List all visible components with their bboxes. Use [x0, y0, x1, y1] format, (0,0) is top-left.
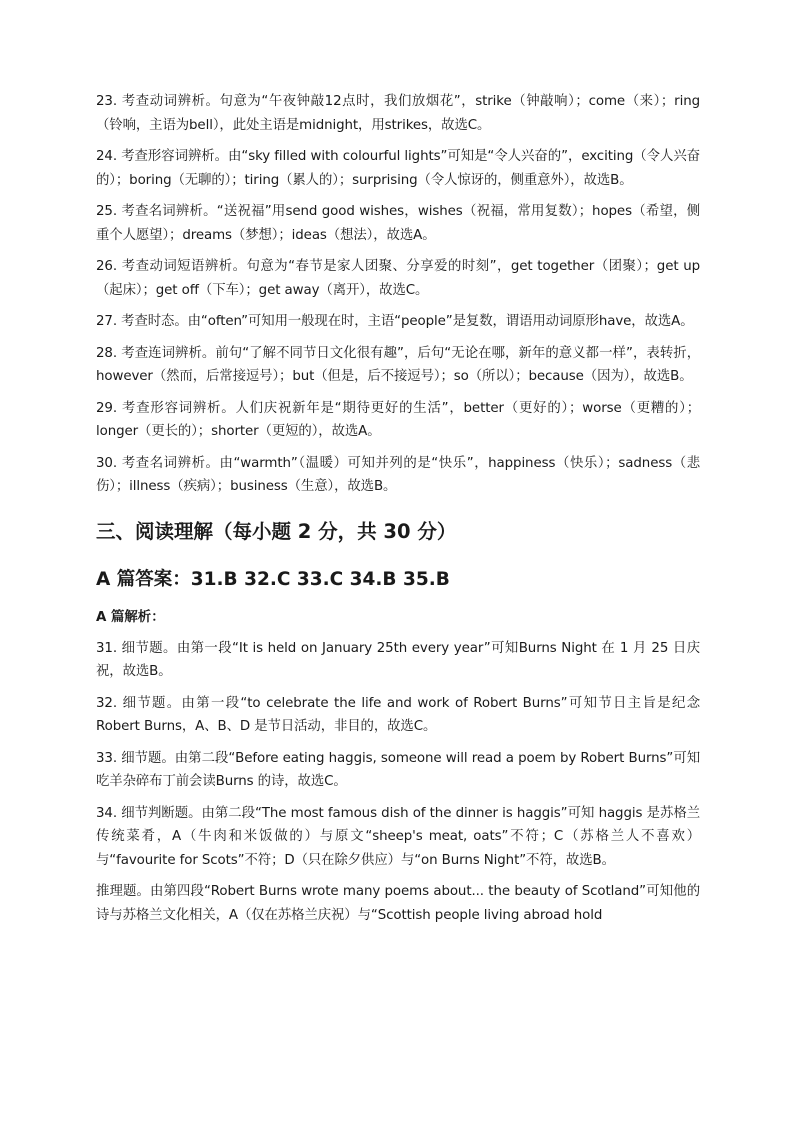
- answer-explanation-35: 推理题。由第四段“Robert Burns wrote many poems about... the beauty of Scotland”可知他的诗与苏格兰文化相关，A（仅在苏格兰庆祝）与“Scottish people living abroad hold: [96, 884, 700, 923]
- answer-explanation-24: 24. 考查形容词辨析。由“sky filled with colourful lights”可知是“令人兴奋的”，exciting（令人兴奋的）；boring（无聊的）；tiring（累人的）；surprising（令人惊讶的，侧重意外），故选B。: [96, 149, 700, 188]
- answer-explanation-31: 31. 细节题。由第一段“It is held on January 25th every year”可知Burns Night 在 1 月 25 日庆祝，故选B。: [96, 640, 700, 679]
- answer-explanation-29: 29. 考查形容词辨析。人们庆祝新年是“期待更好的生活”，better（更好的）；worse（更糟的）；longer（更长的）；shorter（更短的），故选A。: [96, 400, 700, 439]
- document-page: [96, 90, 700, 935]
- answer-explanation-23: 23. 考查动词辨析。句意为“午夜钟敲12点时，我们放烟花”，strike（钟敲响）；come（来）；ring（铃响，主语为bell），此处主语是midnight，用strikes，故选C。: [96, 94, 700, 133]
- answer-explanation-26: 26. 考查动词短语辨析。句意为“春节是家人团聚、分享爱的时刻”，get together（团聚）；get up（起床）；get off（下车）；get away（离开），故选C。: [96, 259, 700, 298]
- answer-explanation-33: 33. 细节题。由第二段“Before eating haggis, someone will read a poem by Robert Burns”可知吃羊杂碎布丁前会读Burns 的诗，故选C。: [96, 750, 700, 789]
- answer-explanation-25: 25. 考查名词辨析。“送祝福”用send good wishes，wishes（祝福，常用复数）；hopes（希望，侧重个人愿望）；dreams（梦想）；ideas（想法），故选A。: [96, 204, 700, 243]
- answer-explanation-27: 27. 考查时态。由“often”可知用一般现在时，主语“people”是复数，谓语用动词原形have，故选A。: [96, 314, 694, 329]
- answer-explanation-32: 32. 细节题。由第一段“to celebrate the life and work of Robert Burns”可知节日主旨是纪念Robert Burns，A、B、D 是节日活动，非目的，故选C。: [96, 695, 700, 734]
- answer-explanation-30: 30. 考查名词辨析。由“warmth”（温暖）可知并列的是“快乐”，happiness（快乐）；sadness（悲伤）；illness（疾病）；business（生意），故选B。: [96, 455, 700, 494]
- passage-a-analysis-label: A 篇解析：: [96, 609, 165, 625]
- passage-a-answers: A 篇答案：31.B 32.C 33.C 34.B 35.B: [96, 568, 450, 590]
- answer-explanation-28: 28. 考查连词辨析。前句“了解不同节日文化很有趣”，后句“无论在哪，新年的意义都一样”，表转折，however（然而，后常接逗号）；but（但是，后不接逗号）；so（所以）；because（因为），故选B。: [96, 345, 700, 384]
- section-heading-reading: 三、阅读理解（每小题 2 分，共 30 分）: [96, 519, 457, 543]
- answer-explanation-34: 34. 细节判断题。由第二段“The most famous dish of the dinner is haggis”可知 haggis 是苏格兰传统菜肴，A（牛肉和米饭做的）与原文“sheep's meat, oats”不符；C（苏格兰人不喜欢）与“favourite for Scots”不符；D（只在除夕供应）与“on Burns Night”不符，故选B。: [96, 805, 700, 868]
